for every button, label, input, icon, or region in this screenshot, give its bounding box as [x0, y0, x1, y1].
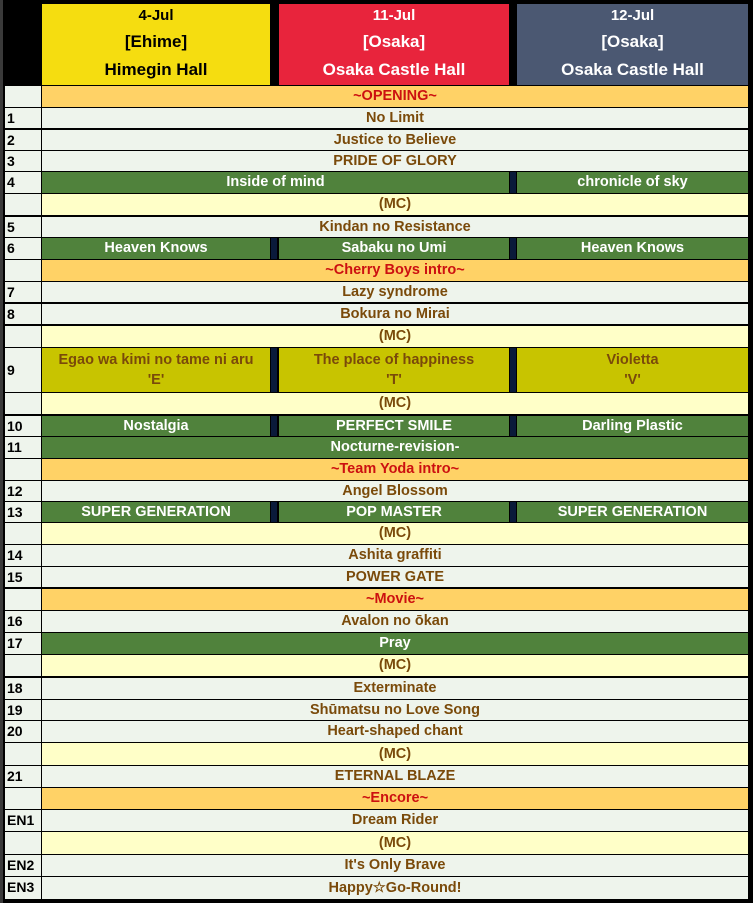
- header-osaka-12: [517, 4, 748, 85]
- row-number: 11: [5, 437, 41, 458]
- setlist-row: [5, 217, 748, 237]
- setlist-row: [5, 151, 748, 171]
- song-cell: POWER GATE: [42, 567, 748, 587]
- column-divider: [271, 348, 277, 392]
- row-number: [5, 260, 41, 281]
- setlist-row: [5, 700, 748, 720]
- row-number: [5, 523, 41, 544]
- row-number: EN3: [5, 877, 41, 899]
- row-number: 16: [5, 611, 41, 632]
- setlist-row: [5, 589, 748, 610]
- setlist-row: [5, 523, 748, 544]
- setlist-row: [5, 721, 748, 742]
- setlist-row: [5, 459, 748, 480]
- setlist-row: [5, 743, 748, 765]
- row-number: [5, 743, 41, 765]
- row-number: [5, 788, 41, 809]
- song-cell: Nocturne-revision-: [42, 437, 748, 458]
- song-cell: PRIDE OF GLORY: [42, 151, 748, 171]
- song-cell: (MC): [42, 523, 748, 544]
- song-cell: Kindan no Resistance: [42, 217, 748, 237]
- setlist-row: [5, 260, 748, 281]
- row-number: [5, 86, 41, 107]
- setlist-row: [5, 545, 748, 566]
- column-divider: [510, 416, 516, 436]
- setlist-row: [5, 304, 748, 324]
- setlist-row: [5, 810, 748, 831]
- setlist-row: [5, 678, 748, 699]
- setlist-row: [5, 130, 748, 150]
- song-cell: SUPER GENERATION: [517, 502, 748, 522]
- song-cell: Pray: [42, 633, 748, 654]
- song-cell: ~Team Yoda intro~: [42, 459, 748, 480]
- column-divider: [271, 238, 277, 259]
- setlist-row: [5, 855, 748, 876]
- song-cell: It's Only Brave: [42, 855, 748, 876]
- song-cell: ETERNAL BLAZE: [42, 766, 748, 787]
- song-cell: Darling Plastic: [517, 416, 748, 436]
- setlist-row: [5, 416, 748, 436]
- song-cell: The place of happiness 'T': [279, 348, 509, 392]
- setlist-row: [5, 172, 748, 193]
- setlist-row: [5, 393, 748, 414]
- header-ehime: [42, 4, 270, 85]
- song-cell: Avalon no ōkan: [42, 611, 748, 632]
- header-venue: Osaka Castle Hall: [561, 60, 704, 79]
- song-cell: SUPER GENERATION: [42, 502, 270, 522]
- row-number: [5, 655, 41, 676]
- song-cell: ~Cherry Boys intro~: [42, 260, 748, 281]
- left-strip: [0, 0, 3, 903]
- row-number: 15: [5, 567, 41, 587]
- song-cell: Exterminate: [42, 678, 748, 699]
- song-cell: Heart-shaped chant: [42, 721, 748, 742]
- song-cell: Dream Rider: [42, 810, 748, 831]
- column-divider: [271, 416, 277, 436]
- row-number: 12: [5, 481, 41, 501]
- setlist-row: [5, 194, 748, 215]
- song-cell: Happy☆Go-Round!: [42, 877, 748, 899]
- setlist-row: [5, 326, 748, 347]
- column-divider: [271, 502, 277, 522]
- song-cell: ~Movie~: [42, 589, 748, 610]
- row-number: 10: [5, 416, 41, 436]
- row-number: EN1: [5, 810, 41, 831]
- song-cell: (MC): [42, 326, 748, 347]
- song-cell: Angel Blossom: [42, 481, 748, 501]
- song-cell: (MC): [42, 655, 748, 676]
- song-cell: ~Encore~: [42, 788, 748, 809]
- song-cell: Egao wa kimi no tame ni aru 'E': [42, 348, 270, 392]
- row-number: 14: [5, 545, 41, 566]
- song-cell: Bokura no Mirai: [42, 304, 748, 324]
- setlist-row: [5, 238, 748, 259]
- setlist-row: [5, 655, 748, 676]
- row-number: 3: [5, 151, 41, 171]
- row-number: 17: [5, 633, 41, 654]
- setlist-row: [5, 788, 748, 809]
- header-prefecture: [Ehime]: [124, 32, 188, 51]
- setlist-row: [5, 282, 748, 302]
- song-cell: POP MASTER: [279, 502, 509, 522]
- song-cell: PERFECT SMILE: [279, 416, 509, 436]
- song-cell: ~OPENING~: [42, 86, 748, 107]
- song-cell: Nostalgia: [42, 416, 270, 436]
- song-cell: Ashita graffiti: [42, 545, 748, 566]
- setlist-row: [5, 108, 748, 128]
- song-cell: Shūmatsu no Love Song: [42, 700, 748, 720]
- setlist-row: [5, 567, 748, 587]
- song-cell: Inside of mind: [42, 172, 509, 193]
- row-number: [5, 326, 41, 347]
- row-number: [5, 393, 41, 414]
- song-cell: (MC): [42, 832, 748, 854]
- song-cell: chronicle of sky: [517, 172, 748, 193]
- row-number: 20: [5, 721, 41, 742]
- row-number: 19: [5, 700, 41, 720]
- setlist-row: [5, 86, 748, 107]
- header-date: 12-Jul: [610, 7, 655, 24]
- row-number: 1: [5, 108, 41, 128]
- setlist-row: [5, 766, 748, 787]
- row-number: 7: [5, 282, 41, 302]
- setlist-row: [5, 437, 748, 458]
- column-divider: [510, 502, 516, 522]
- setlist-row: [5, 348, 748, 392]
- header-prefecture: [Osaka]: [601, 32, 664, 51]
- song-cell: Justice to Believe: [42, 130, 748, 150]
- song-cell: (MC): [42, 194, 748, 215]
- setlist-row: [5, 481, 748, 501]
- header-prefecture: [Osaka]: [362, 32, 426, 51]
- song-cell: Lazy syndrome: [42, 282, 748, 302]
- row-number: 6: [5, 238, 41, 259]
- setlist-row: [5, 502, 748, 522]
- song-cell: Sabaku no Umi: [279, 238, 509, 259]
- row-number: [5, 832, 41, 854]
- header-date: 11-Jul: [372, 7, 416, 24]
- row-number: EN2: [5, 855, 41, 876]
- row-number: 13: [5, 502, 41, 522]
- row-number: 9: [5, 348, 41, 392]
- song-cell: No Limit: [42, 108, 748, 128]
- song-cell: Heaven Knows: [42, 238, 270, 259]
- row-number: 5: [5, 217, 41, 237]
- setlist-row: [5, 832, 748, 854]
- row-number: 8: [5, 304, 41, 324]
- row-number: [5, 459, 41, 480]
- row-number: 21: [5, 766, 41, 787]
- row-number: 2: [5, 130, 41, 150]
- header-osaka-11: [279, 4, 509, 85]
- setlist-row: [5, 877, 748, 899]
- header-date: 4-Jul: [138, 7, 174, 24]
- setlist-row: [5, 611, 748, 632]
- row-number: 18: [5, 678, 41, 699]
- song-cell: (MC): [42, 743, 748, 765]
- header-venue: Osaka Castle Hall: [322, 60, 466, 79]
- row-number: 4: [5, 172, 41, 193]
- setlist-row: [5, 633, 748, 654]
- song-cell: (MC): [42, 393, 748, 414]
- row-number: [5, 194, 41, 215]
- column-divider: [510, 238, 516, 259]
- header-venue: Himegin Hall: [104, 60, 208, 79]
- song-cell: Violetta 'V': [517, 348, 748, 392]
- column-divider: [510, 348, 516, 392]
- row-number: [5, 589, 41, 610]
- column-divider: [510, 172, 516, 193]
- song-cell: Heaven Knows: [517, 238, 748, 259]
